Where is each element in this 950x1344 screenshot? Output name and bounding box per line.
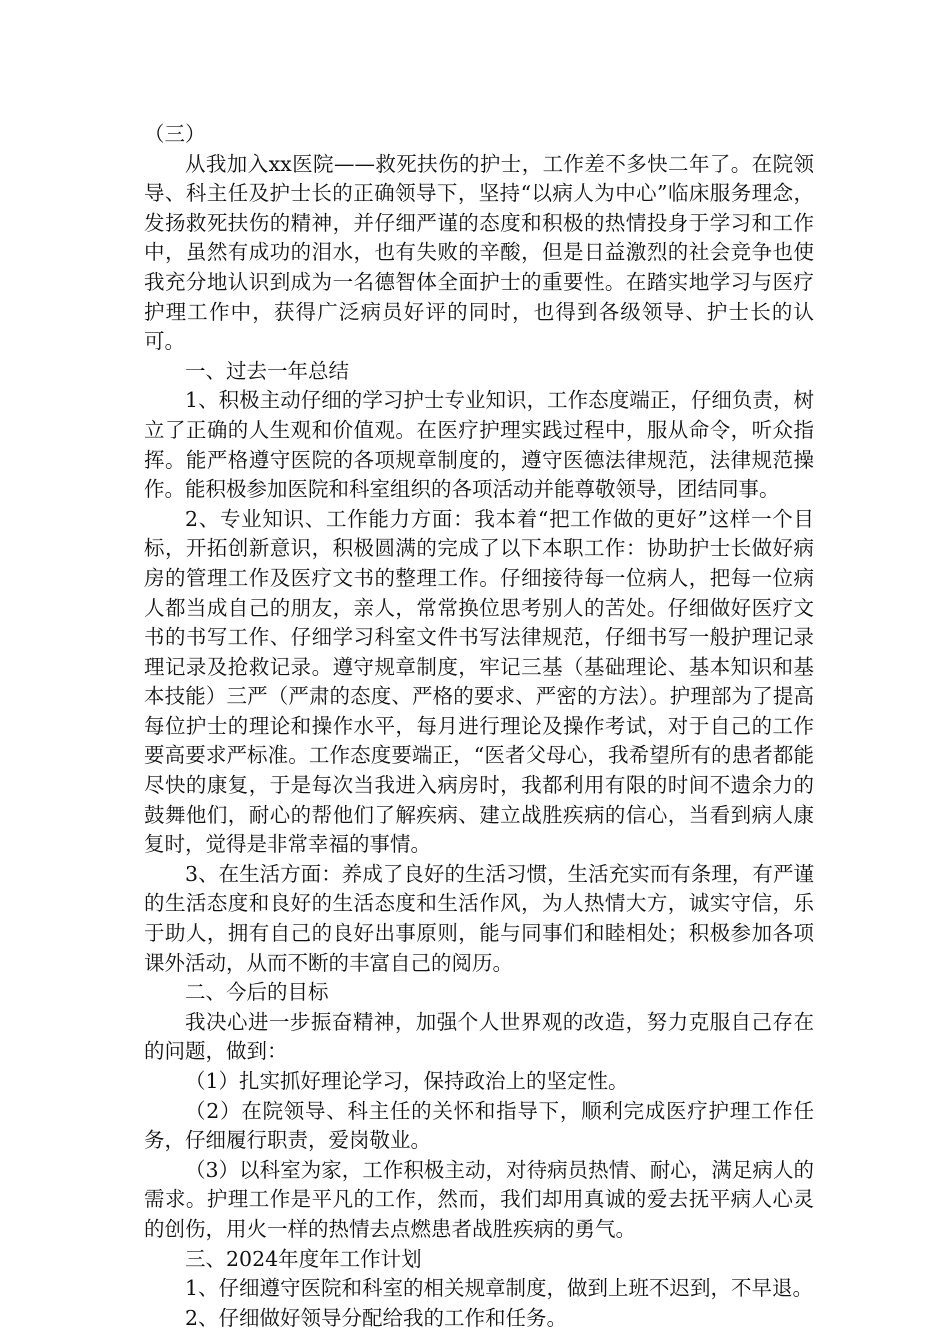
- summary-item-1: 1、积极主动仔细的学习护士专业知识，工作态度端正，仔细负责，树立了正确的人生观和价值观。在医疗护理实践过程中，服从命令，听众指挥。能严格遵守医院的各项规章制度的，遵守医德法律规范，法律规范操作。能积极参加医院和科室组织的各项活动并能尊敬领导，团结同事。: [144, 388, 814, 502]
- goal-item-3: （3）以科室为家，工作积极主动，对待病员热情、耐心，满足病人的需求。护理工作是平凡的工作，然而，我们却用真诚的爱去抚平病人心灵的创伤，用火一样的热情去点燃患者战胜疾病的勇气。: [144, 1157, 814, 1241]
- summary-item-3: 3、在生活方面：养成了良好的生活习惯，生活充实而有条理，有严谨的生活态度和良好的生活态度和生活作风，为人热情大方，诚实守信，乐于助人，拥有自己的良好出事原则，能与同事们和睦相处；积极参加各项课外活动，从而不断的丰富自己的阅历。: [144, 861, 814, 975]
- plan-item-2: 2、仔细做好领导分配给我的工作和任务。: [185, 1305, 568, 1330]
- section-label: （三）: [144, 122, 206, 146]
- heading-work-plan: 三、2024年度年工作计划: [185, 1246, 422, 1271]
- intro-paragraph: 从我加入xx医院——救死扶伤的护士，工作差不多快二年了。在院领导、科主任及护士长的正确领导下，坚持“以病人为中心”临床服务理念，发扬救死扶伤的精神，并仔细严谨的态度和积极的热情投身于学习和工作中，虽然有成功的泪水，也有失败的辛酸，但是日益激烈的社会竞争也使我充分地认识到成为一名德智体全面护士的重要性。在踏实地学习与医疗护理工作中，获得广泛病员好评的同时，也得到各级领导、护士长的认可。: [144, 151, 814, 354]
- document-body: [144, 120, 814, 1333]
- summary-item-2: 2、专业知识、工作能力方面：我本着“把工作做的更好”这样一个目标，开拓创新意识，积极圆满的完成了以下本职工作：协助护士长做好病房的管理工作及医疗文书的整理工作。仔细接待每一位病人，把每一位病人都当成自己的朋友，亲人，常常换位思考别人的苦处。仔细做好医疗文书的书写工作、仔细学习科室文件书写法律规范，仔细书写一般护理记录理记录及抢救记录。遵守规章制度，牢记三基（基础理论、基本知识和基本技能）三严（严肃的态度、严格的要求、严密的方法）。护理部为了提高每位护士的理论和操作水平，每月进行理论及操作考试，对于自己的工作要高要求严标准。工作态度要端正，“医者父母心，我希望所有的患者都能尽快的康复，于是每次当我进入病房时，我都利用有限的时间不遗余力的鼓舞他们，耐心的帮他们了解疾病、建立战胜疾病的信心，当看到病人康复时，觉得是非常幸福的事情。: [144, 506, 814, 857]
- goal-item-2: （2）在院领导、科主任的关怀和指导下，顺利完成医疗护理工作任务，仔细履行职责，爱岗敬业。: [144, 1098, 814, 1153]
- plan-item-1: 1、仔细遵守医院和科室的相关规章制度，做到上班不迟到，不早退。: [185, 1276, 814, 1301]
- goals-intro-paragraph: 我决心进一步振奋精神，加强个人世界观的改造，努力克服自己存在的问题，做到：: [144, 1009, 814, 1064]
- heading-future-goals: 二、今后的目标: [185, 980, 329, 1005]
- heading-past-year-summary: 一、过去一年总结: [185, 358, 349, 383]
- goal-item-1: （1）扎实抓好理论学习，保持政治上的坚定性。: [185, 1069, 629, 1093]
